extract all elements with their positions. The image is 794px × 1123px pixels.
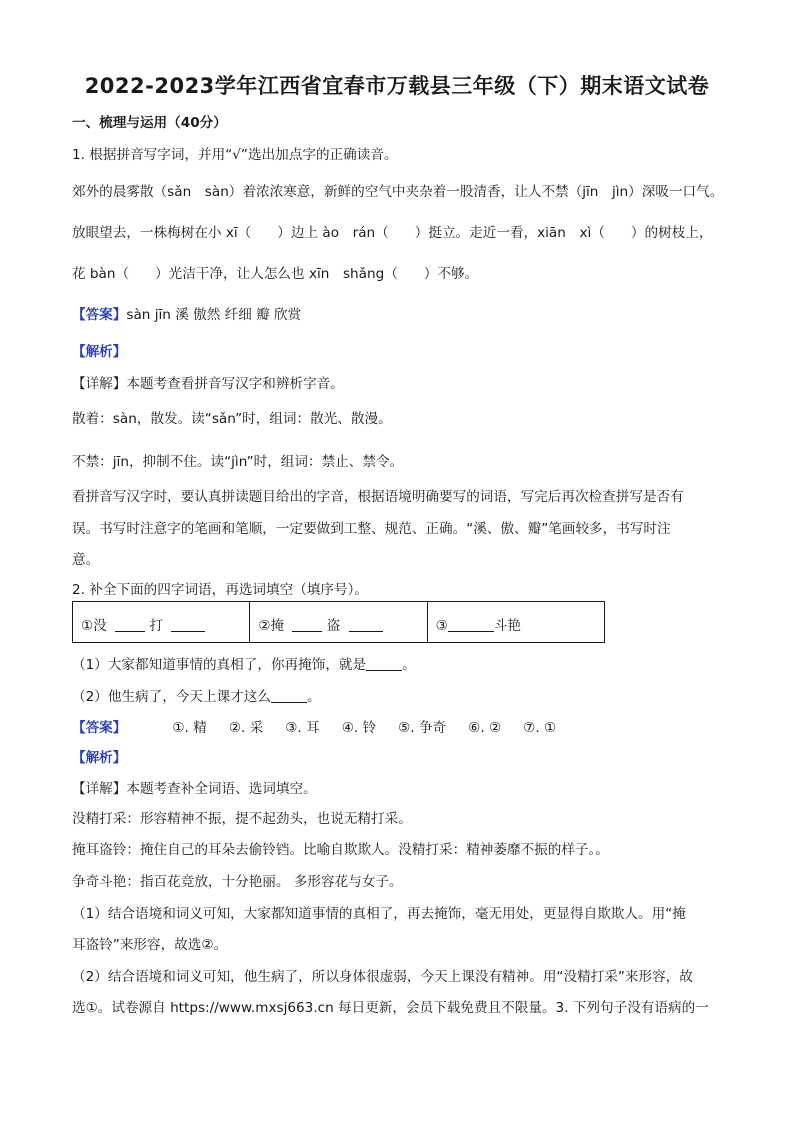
answer-item: ⑤. 争奇 (398, 720, 447, 736)
answer-text: sàn jīn 溪 傲然 纤细 瓣 欣赏 (126, 307, 302, 323)
idiom-table (72, 601, 605, 643)
q2-analysis-tag: 【解析】 (72, 750, 127, 766)
q1-prompt: 1. 根据拼音写字词，并用“√”选出加点字的正确读音。 (72, 147, 398, 163)
idiom-cell-1: ①没 打 (73, 602, 249, 642)
q2-prompt: 2. 补全下面的四字词语，再选词填空（填序号）。 (72, 582, 368, 598)
q2-answer (72, 716, 556, 736)
answer-item: ③. 耳 (285, 720, 320, 736)
q1-explanation-1: 散着：sàn，散发。读“sǎn”时，组词：散光、散漫。 (72, 411, 392, 427)
page-title: 2022-2023学年江西省宜春市万载县三年级（下）期末语文试卷 (84, 74, 710, 98)
q1-explanation-3a: 看拼音写汉字时，要认真拼读题目给出的字音，根据语境明确要写的词语，写完后再次检查拼写是否有 (72, 489, 684, 505)
q1-text-line3: 花 bàn（ ）光洁干净，让人怎么也 xīn shǎng（ ）不够。 (72, 266, 479, 282)
answer-item: ⑦. ① (523, 720, 557, 736)
fill-blank[interactable] (292, 618, 322, 632)
q2-explanation-5b: 选①。试卷源自 https://www.mxsj663.cn 每日更新，会员下载免费且不限量。3. 下列句子没有语病的一 (72, 1000, 709, 1016)
answer-item: ②. 采 (228, 720, 264, 736)
q1-text-line2: 放眼望去，一株梅树在小 xī（ ）边上 ào rán（ ）挺立。走近一看，xiān xì（ ）的树枝上， (72, 225, 713, 241)
detail-tag: 【详解】 (72, 376, 127, 392)
q2-explanation-1: 没精打采：形容精神不振，提不起劲头，也说无精打采。 (72, 811, 412, 827)
answer-item: ④. 铃 (341, 720, 377, 736)
q1-analysis-tag: 【解析】 (72, 344, 127, 360)
q1-explanation-2: 不禁：jīn，抑制不住。读“jìn”时，组词：禁止、禁令。 (72, 454, 404, 470)
q1-explanation-3b: 误。书写时注意字的笔画和笔顺，一定要做到工整、规范、正确。“溪、傲、瓣”笔画较多，书写时注 (72, 521, 671, 537)
fill-blank[interactable] (171, 618, 205, 632)
fill-blank[interactable] (115, 618, 145, 632)
answer-tag: 【答案】 (72, 720, 127, 736)
fill-blank[interactable] (349, 618, 383, 632)
idiom-cell-2: ②掩 盗 (249, 602, 426, 642)
q1-answer (72, 303, 301, 323)
q2-explanation-2: 掩耳盗铃：掩住自己的耳朵去偷铃铛。比喻自欺欺人。没精打采：精神萎靡不振的样子。。 (72, 842, 609, 858)
q2-explanation-5a: （2）结合语境和词义可知，他生病了，所以身体很虚弱，今天上课没有精神。用“没精打采”来形容，故 (72, 969, 693, 985)
q1-explanation-3c: 意。 (72, 552, 100, 568)
q2-explanation-4a: （1）结合语境和词义可知，大家都知道事情的真相了，再去掩饰，毫无用处，更显得自欺欺人。用“掩 (72, 906, 686, 922)
idiom-cell-3: ③ 斗艳 (427, 602, 604, 642)
fill-blank[interactable] (366, 657, 402, 671)
q1-detail: 【详解】本题考查看拼音写汉字和辨析字音。 (72, 376, 344, 392)
q2-sentence-2: （2）他生病了，今天上课才这么 。 (72, 689, 321, 705)
detail-tag: 【详解】 (72, 781, 127, 797)
fill-blank[interactable] (448, 618, 494, 632)
q2-sentence-1: （1）大家都知道事情的真相了，你再掩饰，就是 。 (72, 657, 416, 673)
answer-item: ⑥. ② (468, 720, 502, 736)
q2-explanation-4b: 耳盗铃”来形容，故选②。 (72, 937, 228, 953)
answer-tag: 【答案】 (72, 307, 127, 323)
q1-text-line1: 郊外的晨雾散（sǎn sàn）着浓浓寒意，新鲜的空气中夹杂着一股清香，让人不禁（jīn jìn）深吸一口气。 (72, 184, 724, 200)
fill-blank[interactable] (271, 689, 307, 703)
section-header: 一、梳理与运用（40分） (72, 115, 227, 131)
q2-explanation-3: 争奇斗艳：指百花竞放，十分艳丽。 多形容花与女子。 (72, 874, 403, 890)
q2-detail: 【详解】本题考查补全词语、选词填空。 (72, 781, 317, 797)
answer-item: ①. 精 (172, 720, 207, 736)
